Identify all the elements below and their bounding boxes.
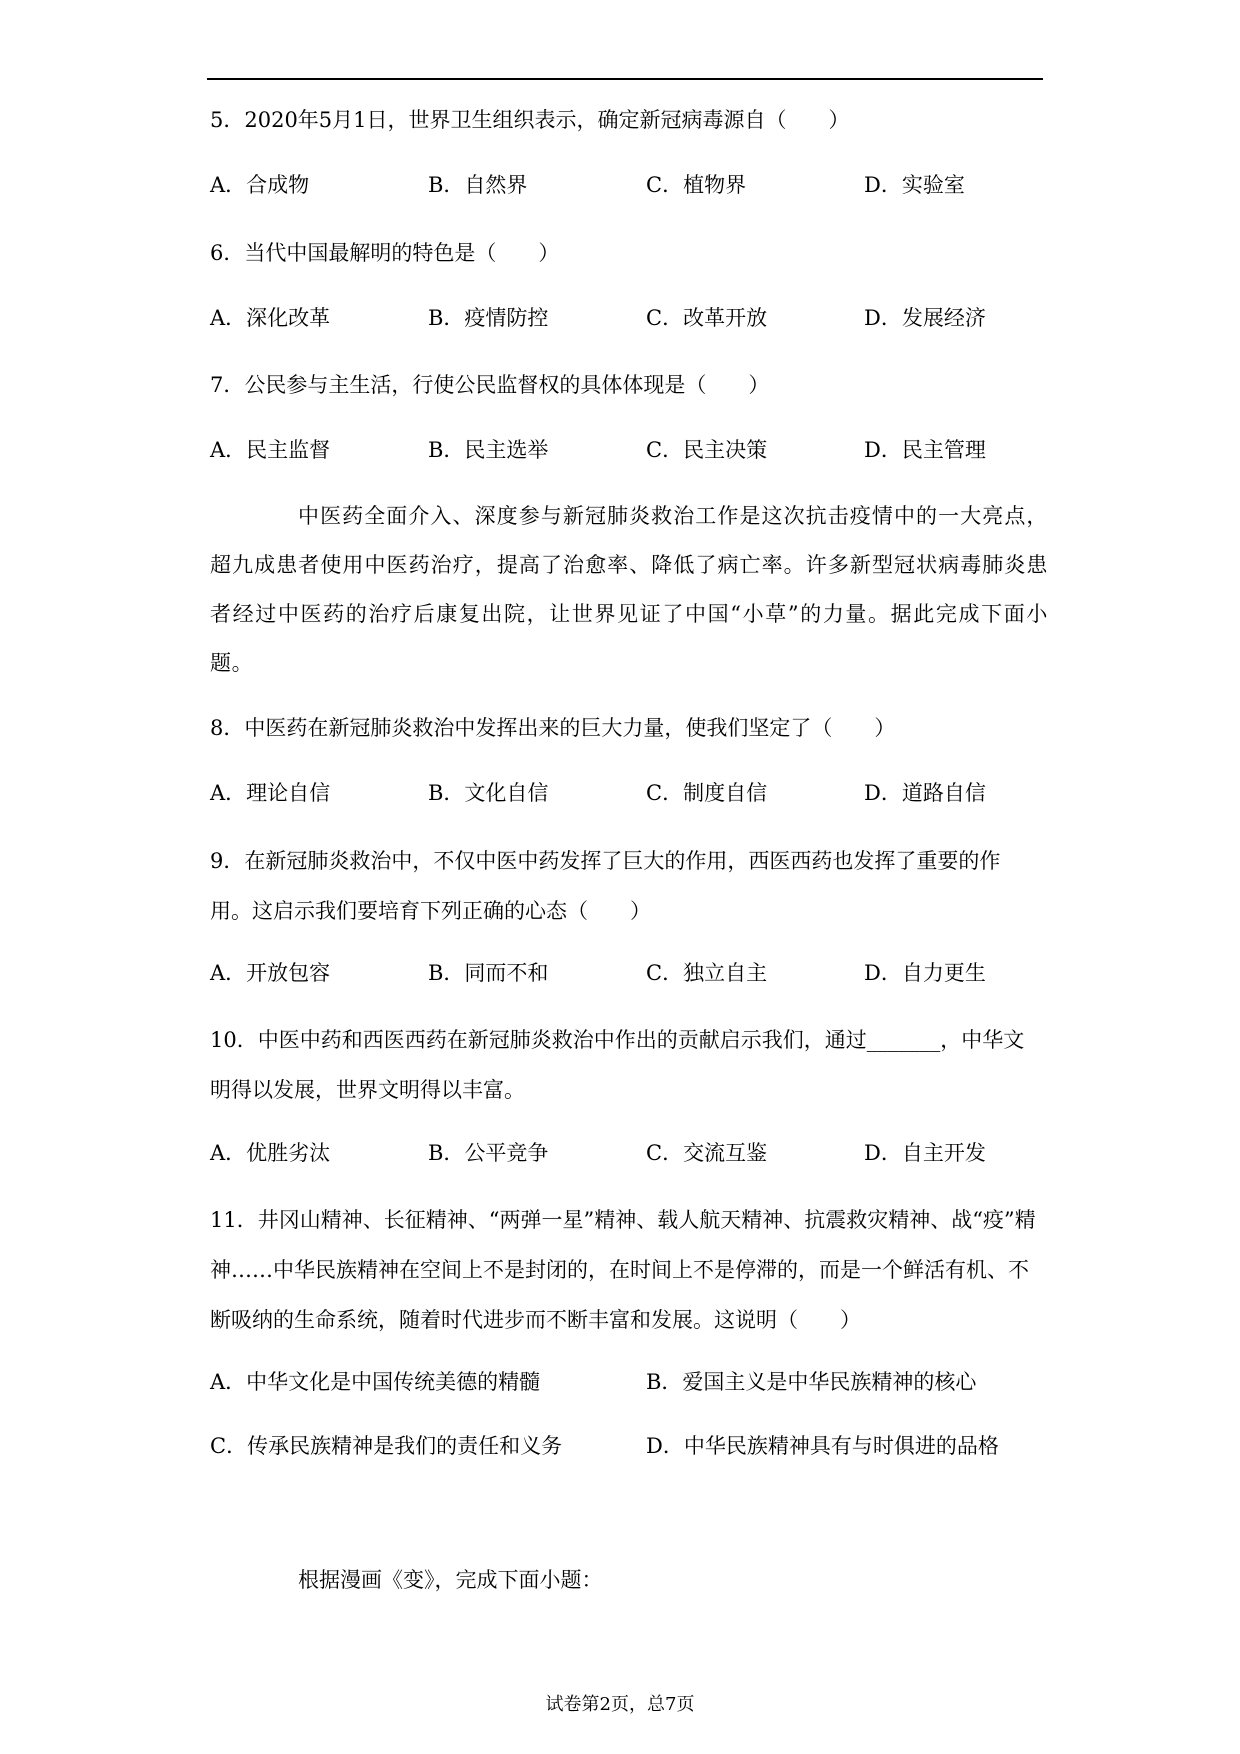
question-10-stem: 10．中医中药和西医西药在新冠肺炎救治中作出的贡献启示我们，通过_______，中华文明得以发展，世界文明得以丰富。 xyxy=(210,1028,1025,1102)
question-7-option-b[interactable]: B．民主选举 xyxy=(428,438,549,462)
question-5-stem: 5．2020年5月1日，世界卫生组织表示，确定新冠病毒源自（ ） xyxy=(210,108,850,132)
question-6-option-b[interactable]: B．疫情防控 xyxy=(428,306,549,330)
question-10-option-d[interactable]: D．自主开发 xyxy=(864,1141,986,1165)
question-7-options xyxy=(210,430,1040,470)
comic-lead-in: 根据漫画《变》，完成下面小题： xyxy=(298,1568,603,1592)
question-11-option-d[interactable]: D．中华民族精神具有与时俱进的品格 xyxy=(646,1434,999,1458)
question-8-options xyxy=(210,773,1040,813)
question-6-option-c[interactable]: C．改革开放 xyxy=(646,306,768,330)
reading-passage: 中医药全面介入、深度参与新冠肺炎救治工作是这次抗击疫情中的一大亮点，超九成患者使用中医药治疗，提高了治愈率、降低了病亡率。许多新型冠状病毒肺炎患者经过中医药的治疗后康复出院，让世界见证了中国“小草”的力量。据此完成下面小题。 xyxy=(210,504,1048,675)
question-5-options xyxy=(210,165,1040,205)
question-6-options xyxy=(210,298,1040,338)
question-11-option-a[interactable]: A．中华文化是中国传统美德的精髓 xyxy=(210,1370,541,1394)
question-9-option-c[interactable]: C．独立自主 xyxy=(646,961,768,985)
question-11-option-b[interactable]: B．爱国主义是中华民族精神的核心 xyxy=(646,1370,977,1394)
question-11-stem: 11．井冈山精神、长征精神、“两弹一星”精神、载人航天精神、抗震救灾精神、战“疫”精神……中华民族精神在空间上不是封闭的，在时间上不是停滞的，而是一个鲜活有机、不断吸纳的生命系统，随着时代进步而不断丰富和发展。这说明（ ） xyxy=(210,1208,1036,1332)
question-7-option-a[interactable]: A．民主监督 xyxy=(210,438,331,462)
question-9-stem: 9．在新冠肺炎救治中，不仅中医中药发挥了巨大的作用，西医西药也发挥了重要的作用。这启示我们要培育下列正确的心态（ ） xyxy=(210,849,1001,923)
question-8-option-d[interactable]: D．道路自信 xyxy=(864,781,986,805)
question-11-options-row-1 xyxy=(210,1362,1040,1402)
question-9-option-d[interactable]: D．自力更生 xyxy=(864,961,986,985)
question-11-options-row-2 xyxy=(210,1426,1040,1466)
question-10-options xyxy=(210,1133,1040,1173)
question-9-options xyxy=(210,953,1040,993)
question-8-option-c[interactable]: C．制度自信 xyxy=(646,781,768,805)
question-10-option-a[interactable]: A．优胜劣汰 xyxy=(210,1141,331,1165)
question-6-option-a[interactable]: A．深化改革 xyxy=(210,306,331,330)
question-5-option-c[interactable]: C．植物界 xyxy=(646,173,747,197)
question-6-option-d[interactable]: D．发展经济 xyxy=(864,306,986,330)
header-rule xyxy=(207,78,1043,80)
question-10-option-b[interactable]: B．公平竞争 xyxy=(428,1141,549,1165)
page-footer: 试卷第2页，总7页 xyxy=(545,1694,695,1715)
question-8-stem: 8．中医药在新冠肺炎救治中发挥出来的巨大力量，使我们坚定了（ ） xyxy=(210,716,896,740)
question-5-option-a[interactable]: A．合成物 xyxy=(210,173,310,197)
question-5-option-d[interactable]: D．实验室 xyxy=(864,173,965,197)
question-7-stem: 7．公民参与主生活，行使公民监督权的具体体现是（ ） xyxy=(210,373,770,397)
question-11-option-c[interactable]: C．传承民族精神是我们的责任和义务 xyxy=(210,1434,563,1458)
question-6-stem: 6．当代中国最解明的特色是（ ） xyxy=(210,241,560,265)
question-9-option-a[interactable]: A．开放包容 xyxy=(210,961,331,985)
question-7-option-d[interactable]: D．民主管理 xyxy=(864,438,986,462)
question-5-option-b[interactable]: B．自然界 xyxy=(428,173,528,197)
question-8-option-b[interactable]: B．文化自信 xyxy=(428,781,549,805)
question-9-option-b[interactable]: B．同而不和 xyxy=(428,961,549,985)
question-10-option-c[interactable]: C．交流互鉴 xyxy=(646,1141,768,1165)
question-8-option-a[interactable]: A．理论自信 xyxy=(210,781,331,805)
question-7-option-c[interactable]: C．民主决策 xyxy=(646,438,768,462)
